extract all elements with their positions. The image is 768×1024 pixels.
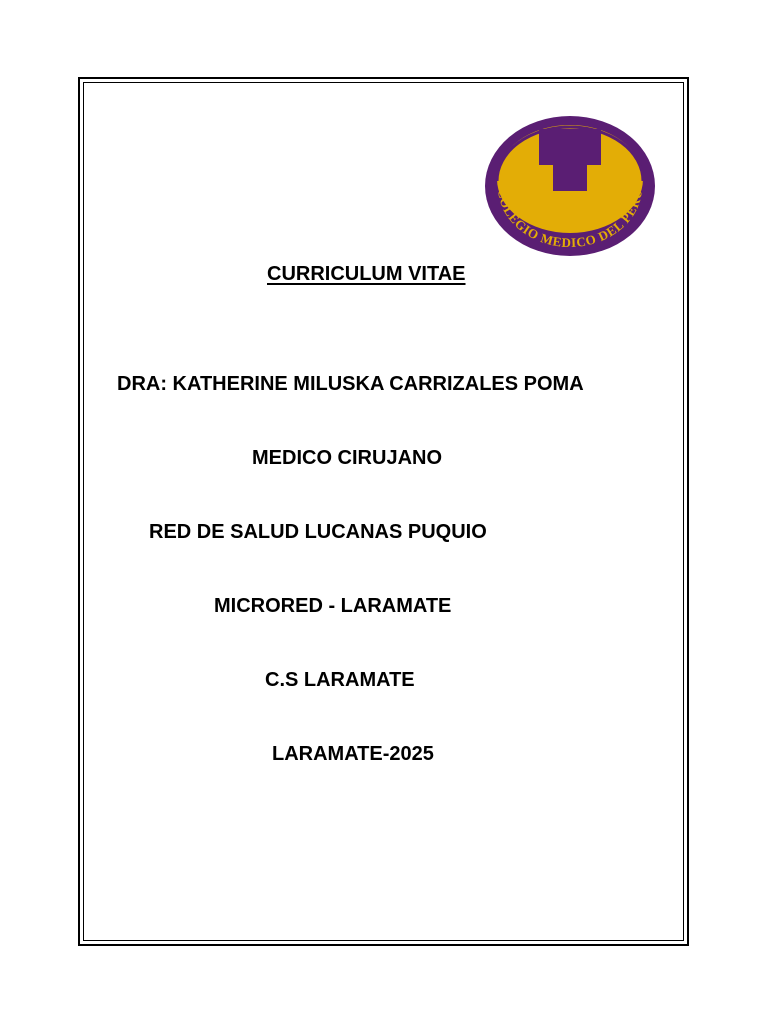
health-network: RED DE SALUD LUCANAS PUQUIO (149, 521, 487, 543)
seal-graphic (484, 115, 656, 257)
microred: MICRORED - LARAMATE (214, 595, 452, 617)
doctor-name: DRA: KATHERINE MILUSKA CARRIZALES POMA (117, 373, 584, 395)
health-center: C.S LARAMATE (265, 669, 415, 691)
place-year: LARAMATE-2025 (272, 743, 434, 765)
colegio-medico-seal-logo (484, 115, 656, 257)
seal-text: COLEGIO MEDICO DEL PERU (494, 187, 646, 251)
profession: MEDICO CIRUJANO (252, 447, 443, 469)
document-title: CURRICULUM VITAE (267, 263, 466, 285)
